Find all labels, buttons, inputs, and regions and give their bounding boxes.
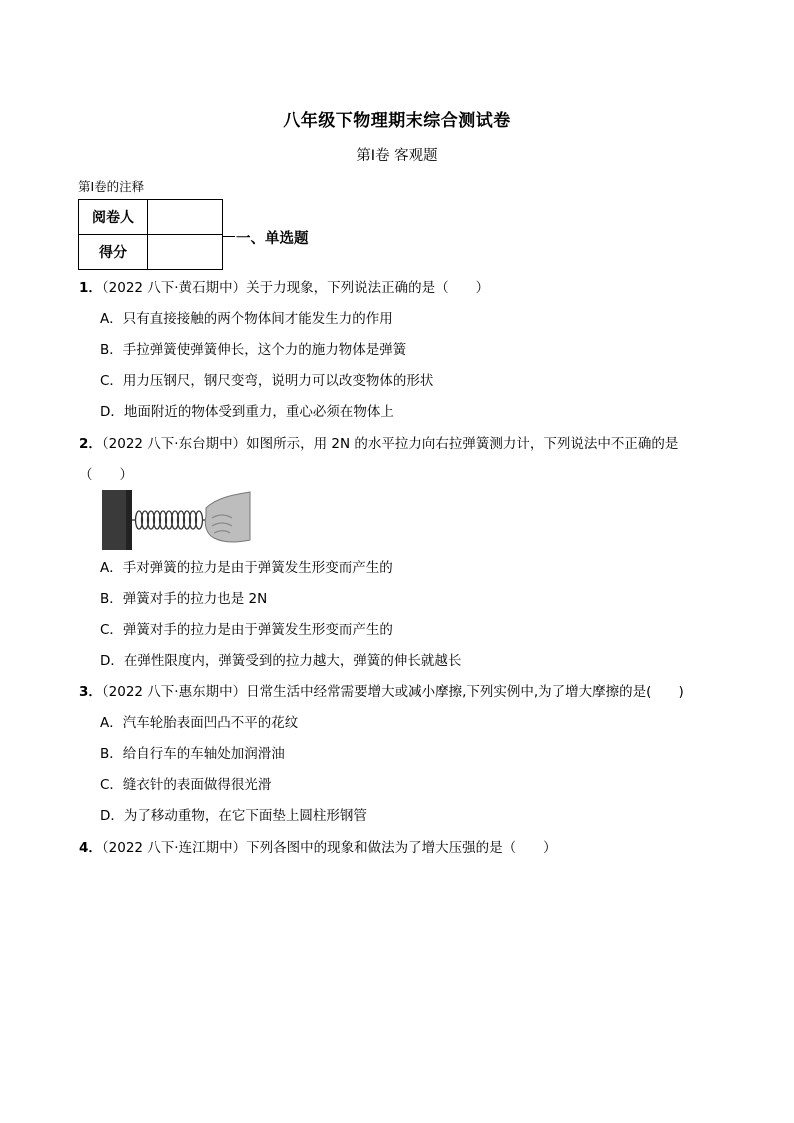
spring-hand-figure: [100, 488, 252, 552]
question-text: （2022 八下·连江期中）下列各图中的现象和做法为了增大压强的是（ ）: [101, 840, 557, 856]
reviewer-label: 阅卷人: [79, 200, 148, 235]
question-number: 4．: [79, 840, 102, 856]
question-2: [79, 429, 719, 491]
question-text: （2022 八下·惠东期中）日常生活中经常需要增大或减小摩擦,下列实例中,为了增大摩擦的是( ): [101, 684, 684, 700]
option-2c: C．弹簧对手的拉力是由于弹簧发生形变而产生的: [100, 622, 393, 638]
option-3d: D．为了移动重物，在它下面垫上圆柱形钢管: [100, 808, 367, 824]
question-number: 1．: [79, 280, 102, 296]
option-1b: B．手拉弹簧使弹簧伸长，这个力的施力物体是弹簧: [100, 342, 407, 358]
option-2b: B．弹簧对手的拉力也是 2N: [100, 591, 268, 607]
question-number: 2．: [79, 436, 102, 452]
notes-label: 第Ⅰ卷的注释: [78, 179, 145, 194]
question-text: （2022 八下·黄石期中）关于力现象，下列说法正确的是（ ）: [101, 280, 490, 296]
score-label: 得分: [79, 235, 148, 270]
score-cell: [148, 235, 223, 270]
option-1d: D．地面附近的物体受到重力，重心必须在物体上: [100, 404, 394, 420]
score-table: [78, 199, 223, 270]
option-3c: C．缝衣针的表面做得很光滑: [100, 777, 272, 793]
section-title: 一、单选题: [236, 231, 309, 247]
option-3a: A．汽车轮胎表面凹凸不平的花纹: [100, 715, 299, 731]
wall-edge: [126, 490, 132, 550]
option-2d: D．在弹性限度内，弹簧受到的拉力越大，弹簧的伸长就越长: [100, 653, 462, 669]
option-1a: A．只有直接接触的两个物体间才能发生力的作用: [100, 311, 393, 327]
option-1c: C．用力压钢尺，钢尺变弯，说明力可以改变物体的形状: [100, 373, 434, 389]
question-text: （2022 八下·东台期中）如图所示，用 2N 的水平拉力向右拉弹簧测力计，下列说法中不正确的是（ ）: [79, 436, 679, 483]
question-4: [79, 837, 557, 859]
section-connector-line: [223, 236, 235, 237]
reviewer-cell: [148, 200, 223, 235]
question-3: [79, 681, 684, 703]
option-2a: A．手对弹簧的拉力是由于弹簧发生形变而产生的: [100, 560, 393, 576]
option-3b: B．给自行车的车轴处加润滑油: [100, 746, 285, 762]
page-subtitle: 第Ⅰ卷 客观题: [356, 148, 438, 164]
page-title: 八年级下物理期末综合测试卷: [283, 111, 511, 131]
question-1: [79, 277, 489, 299]
question-number: 3．: [79, 684, 102, 700]
